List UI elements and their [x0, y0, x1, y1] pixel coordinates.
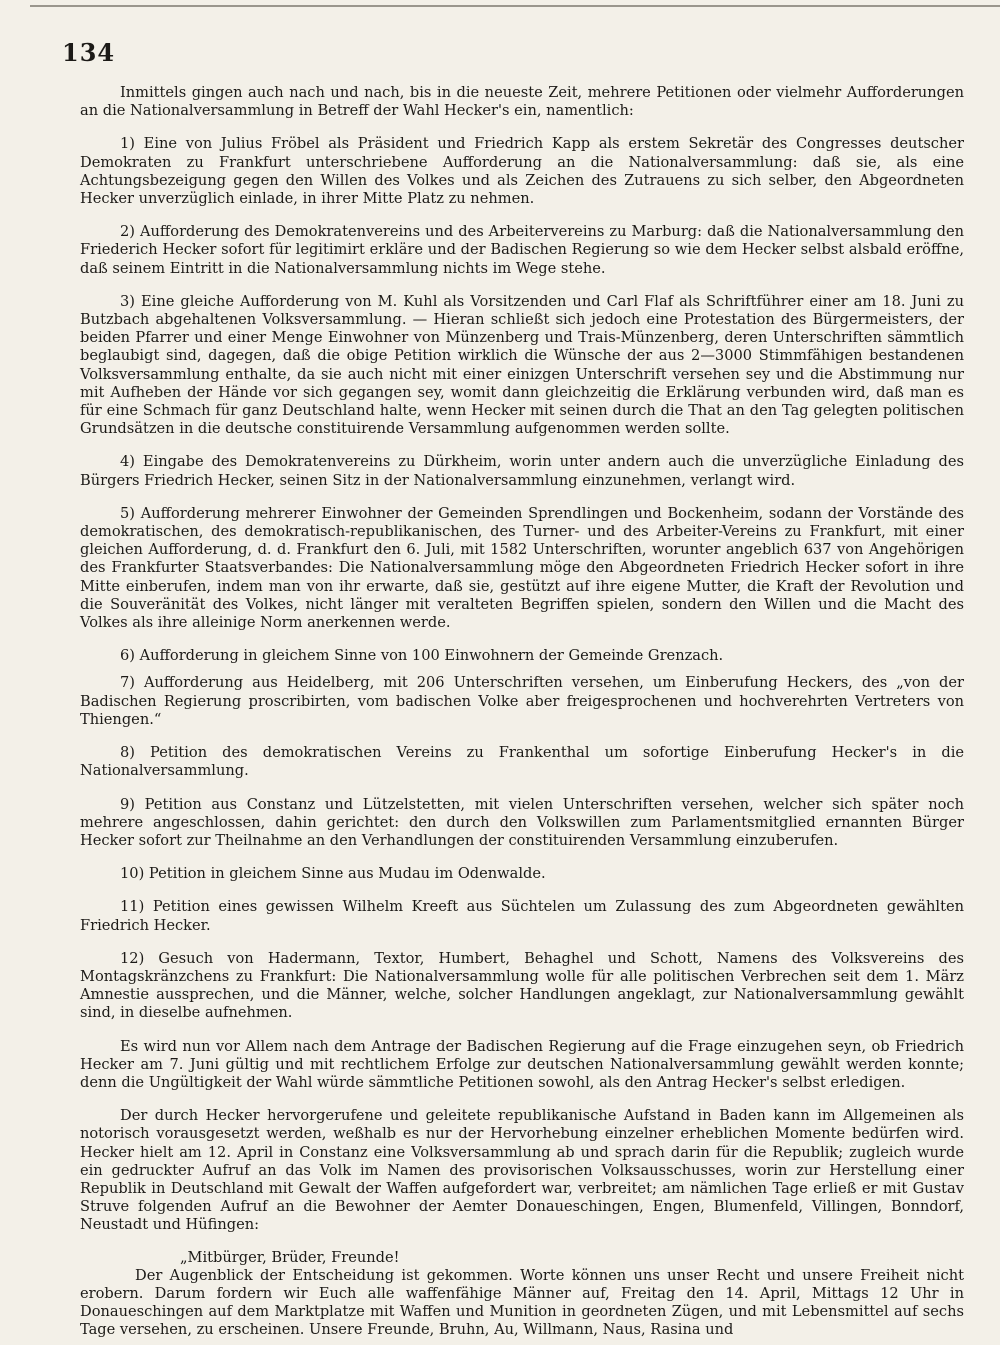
proclamation-heading: „Mitbürger, Brüder, Freunde!: [180, 1248, 400, 1266]
intro-paragraph: Inmittels gingen auch nach und nach, bis in die neueste Zeit, mehrere Petitionen oder vielmehr Aufforderungen an die Nationalversammlung in Betreff der Wahl Hecker's ein, namentlich:: [80, 84, 964, 120]
petition-9: 9) Petition aus Constanz und Lützelstetten, mit vielen Unterschriften versehen, welcher sich später noch mehrere angeschlossen, dahin gerichtet: den durch den Volkswillen zum Parlamentsmitglied ernannten Bürger Hecker sofort zur Theilnahme an den Verhandlungen der constituirenden Versammlung einzuberufen.: [80, 795, 964, 849]
proclamation-text: Der Augenblick der Entscheidung ist gekommen. Worte können uns unser Recht und unsere Freiheit nicht erobern. Darum fordern wir Euch alle waffenfähige Männer auf, Freitag den 14. April, Mittags 12 Uhr in Donaueschingen auf dem Marktplatze mit Waffen und Munition in geordneten Zügen, und mit Lebensmittel auf sechs Tage versehen, zu erscheinen. Unsere Freunde, Bruhn, Au, Willmann, Naus, Rasina und: [80, 1266, 964, 1339]
petition-3: 3) Eine gleiche Aufforderung von M. Kuhl als Vorsitzenden und Carl Flaf als Schriftführer einer am 18. Juni zu Butzbach abgehaltenen Volksversammlung. — Hieran schließt sich jedoch eine Protestation des Bürgermeisters, der beiden Pfarrer und einer Menge Einwohner von Münzenberg und Trais-Münzenberg, deren Unterschriften sämmtlich beglaubigt sind, dagegen, daß die obige Petition wirklich die Wünsche der aus 2—3000 Stimmfähigen bestandenen Volksversammlung enthalte, da sie auch nicht mit einer einizgen Unterschrift versehen sey und die Abstimmung nur mit Aufheben der Hände vor sich gegangen sey, womit dann gleichzeitig die Erklärung verbunden wird, daß man es für eine Schmach für ganz Deutschland halte, wenn Hecker mit seinen durch die That an den Tag gelegten politischen Grundsätzen in die deutsche constituirende Versammlung aufgenommen werden sollte.: [80, 292, 964, 438]
petition-4: 4) Eingabe des Demokratenvereins zu Dürkheim, worin unter andern auch die unverzügliche Einladung des Bürgers Friedrich Hecker, seinen Sitz in der Nationalversammlung einzunehmen, verlangt wird.: [80, 453, 964, 489]
uprising-paragraph: Der durch Hecker hervorgerufene und geleitete republikanische Aufstand in Baden kann im Allgemeinen als notorisch vorausgesetzt werden, weßhalb es nur der Hervorhebung einzelner erheblichen Momente bedürfen wird. Hecker hielt am 12. April in Constanz eine Volksversammlung ab und sprach darin für die Republik; zugleich wurde ein gedruckter Aufruf an das Volk im Namen des provisorischen Volksausschusses, worin zur Herstellung einer Republik in Deutschland mit Gewalt der Waffen aufgefordert war, verbreitet; am nämlichen Tage erließ er mit Gustav Struve folgenden Aufruf an die Bewohner der Aemter Donaueschingen, Engen, Blumenfeld, Villingen, Bonndorf, Neustadt und Hüfingen:: [80, 1107, 964, 1234]
petition-7: 7) Aufforderung aus Heidelberg, mit 206 Unterschriften versehen, um Einberufung Heckers, des „von der Badischen Regierung proscribirten, vom badischen Volke aber freigesprochenen und hochverehrten Vertreters von Thiengen.“: [80, 674, 964, 728]
text-body: [80, 84, 964, 1340]
petition-11: 11) Petition eines gewissen Wilhelm Kreeft aus Süchtelen um Zulassung des zum Abgeordneten gewählten Friedrich Hecker.: [80, 898, 964, 934]
petition-10: 10) Petition in gleichem Sinne aus Mudau im Odenwalde.: [120, 865, 546, 883]
petition-12: 12) Gesuch von Hadermann, Textor, Humbert, Behaghel und Schott, Namens des Volksvereins des Montagskränzchens zu Frankfurt: Die Nationalversammlung wolle für alle politischen Verbrechen seit dem 1. März Amnestie aussprechen, und die Männer, welche, solcher Handlungen angeklagt, zur Nationalversammlung gewählt sind, in dieselbe aufnehmen.: [80, 949, 964, 1022]
top-rule: [30, 5, 1000, 7]
petition-8: 8) Petition des demokratischen Vereins zu Frankenthal um sofortige Einberufung Hecker's in die Nationalversammlung.: [80, 744, 964, 780]
validity-paragraph: Es wird nun vor Allem nach dem Antrage der Badischen Regierung auf die Frage einzugehen seyn, ob Friedrich Hecker am 7. Juni gültig und mit rechtlichem Erfolge zur deutschen Nationalversammlung gewählt werden konnte; denn die Ungültigkeit der Wahl würde sämmtliche Petitionen sowohl, als den Antrag Hecker's selbst erledigen.: [80, 1037, 964, 1091]
petition-6: 6) Aufforderung in gleichem Sinne von 100 Einwohnern der Gemeinde Grenzach.: [120, 647, 724, 665]
page-number: 134: [62, 38, 116, 67]
petition-5: 5) Aufforderung mehrerer Einwohner der Gemeinden Sprendlingen und Bockenheim, sodann der Vorstände des demokratischen, des demokratisch-republikanischen, des Turner- und des Arbeiter-Vereins zu Frankfurt, mit einer gleichen Aufforderung, d. d. Frankfurt den 6. Juli, mit 1582 Unterschriften, worunter angeblich 637 von Angehörigen des Frankfurter Staatsverbandes: Die Nationalversammlung möge den Abgeordneten Friedrich Hecker sofort in ihre Mitte einberufen, indem man von ihr erwarte, daß sie, gestützt auf ihre eigene Mutter, die Kraft der Revolution und die Souveränität des Volkes, nicht länger mit veralteten Begriffen spielen, sondern den Willen und die Macht des Volkes als ihre alleinige Norm anerkennen werde.: [80, 504, 964, 632]
petition-2: 2) Aufforderung des Demokratenvereins und des Arbeitervereins zu Marburg: daß die Nationalversammlung den Friederich Hecker sofort für legitimirt erkläre und der Badischen Regierung so wie dem Hecker selbst alsbald eröffne, daß seinem Eintritt in die Nationalversammlung nichts im Wege stehe.: [80, 223, 964, 277]
petition-1: 1) Eine von Julius Fröbel als Präsident und Friedrich Kapp als erstem Sekretär des Congresses deutscher Demokraten zu Frankfurt unterschriebene Aufforderung an die Nationalversammlung: daß sie, als eine Achtungsbezeigung gegen den Willen des Volkes und als Zeichen des Zutrauens zu sich selber, den Abgeordneten Hecker unverzüglich einlade, in ihrer Mitte Platz zu nehmen.: [80, 135, 964, 208]
